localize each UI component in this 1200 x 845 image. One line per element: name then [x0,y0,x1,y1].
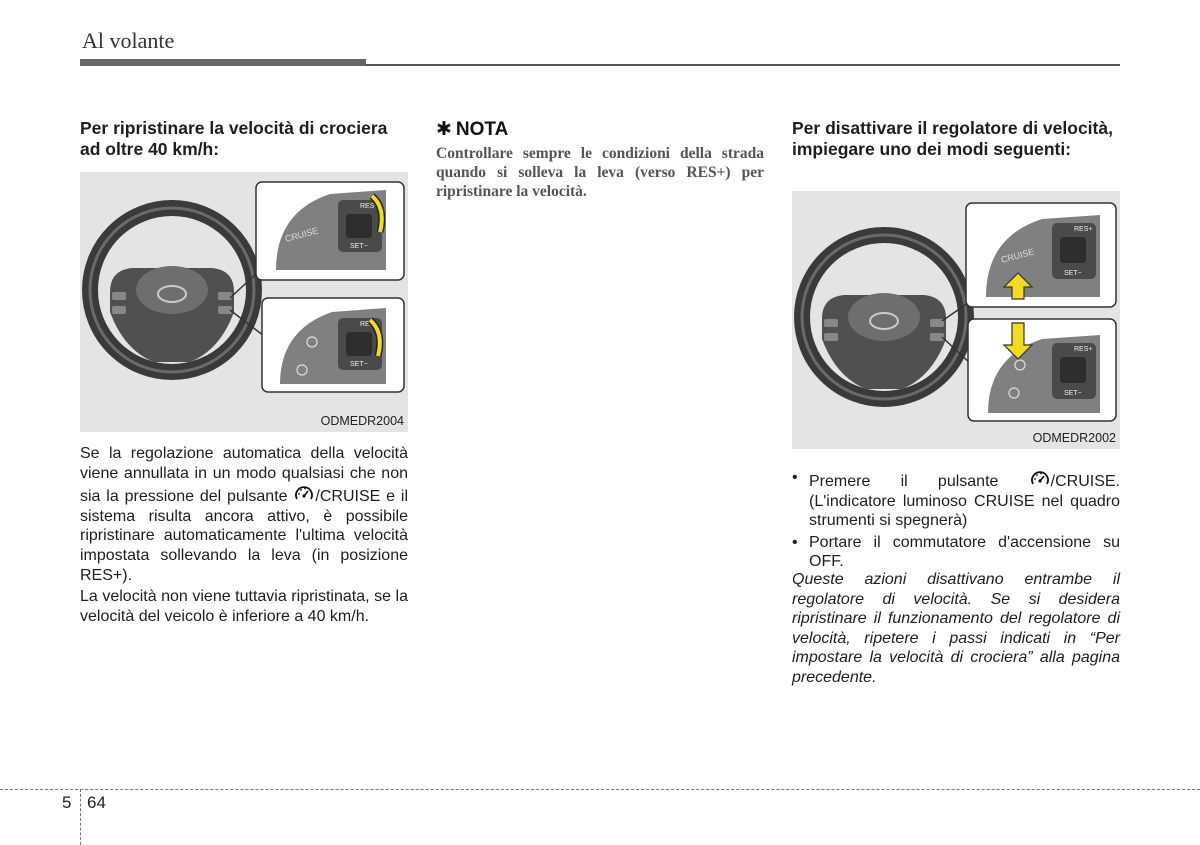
list-item: • Portare il commutatore d'accensione su OFF. [792,533,1120,571]
paragraph: La velocità non viene tuttavia ripristinata, se la velocità del veicolo è inferiore a 40 km/h. [80,588,408,625]
page-number: 64 [87,793,106,812]
svg-text:SET−: SET− [350,361,368,368]
paragraph: Se la regolazione automatica della velocità viene annullata in un modo qualsiasi che non sia la pressione del pulsante /CRUISE e il sistema risulta ancora attivo, è possibile ripristinare automaticamente l'ultima velocità impostata sollevando la leva (in posizione RES+). [80,445,408,584]
svg-text:RES+: RES+ [1074,346,1093,353]
asterisk-icon: ✱ [436,119,452,140]
right-heading: Per disattivare il regolatore di velocità, impiegare uno dei modi seguenti: [792,118,1113,159]
right-note: Queste azioni disattivano entrambe il regolatore di velocità. Se si desidera ripristinare il funzionamento del regolatore di velocità, ripetere i passi indicati in “Per impostare la velocità di crociera” alla pagina precedente. [792,571,1120,686]
left-body [80,444,408,628]
svg-text:RES+: RES+ [360,203,379,210]
svg-text:RES+: RES+ [1074,226,1093,233]
list-item: • Premere il pulsante /CRUISE. (L'indicatore luminoso CRUISE nel quadro strumenti si spegnerà) [792,469,1120,530]
cruise-label-2: CRUISE [999,246,1036,265]
figure-code: ODMEDR2004 [320,414,404,428]
cruise-label-1: CRUISE [283,225,320,244]
note-title: ✱ NOTA [436,119,509,140]
bullet-list [792,468,1120,574]
footer-rule [0,789,1200,790]
svg-text:SET−: SET− [1064,270,1082,277]
speedometer-cruise-icon [1029,468,1051,490]
section-title: Al volante [82,28,175,53]
header-rule [366,64,1120,66]
figure-cancel-cruise [792,191,1120,449]
svg-text:RES+: RES+ [360,321,379,328]
steering-wheel-illustration-1 [80,172,408,432]
chapter-number: 5 [62,793,72,812]
figure-resume-speed [80,172,408,432]
svg-text:SET−: SET− [350,243,368,250]
steering-wheel-illustration-2 [792,191,1120,449]
left-heading: Per ripristinare la velocità di crociera ad oltre 40 km/h: [80,118,388,159]
note-text: Controllare sempre le condizioni della strada quando si solleva la leva (verso RES+) per ripristinare la velocità. [436,145,764,200]
footer-divider [80,789,81,845]
svg-text:SET−: SET− [1064,390,1082,397]
speedometer-cruise-icon [293,483,315,505]
header-bar [80,59,366,66]
figure-code: ODMEDR2002 [1032,431,1116,445]
